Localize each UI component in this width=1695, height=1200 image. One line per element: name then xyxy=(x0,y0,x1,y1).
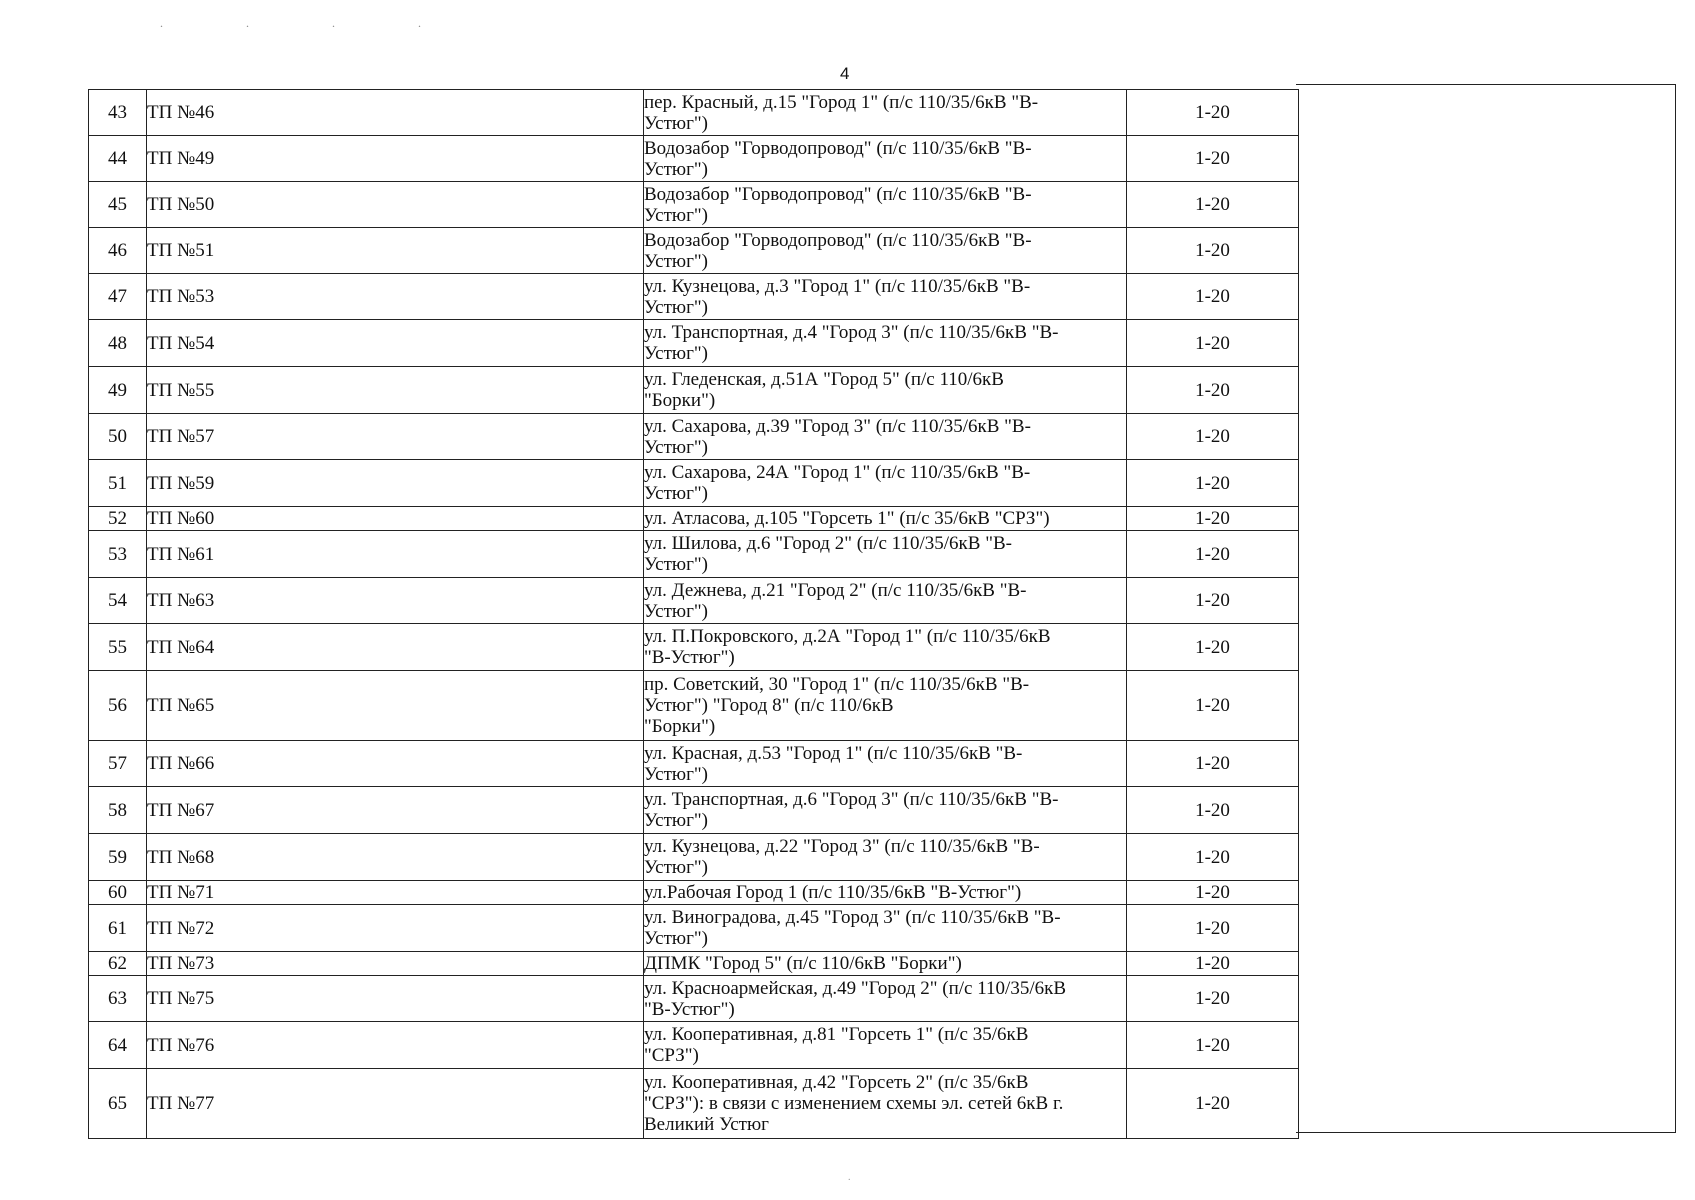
substation-address: ул. Виноградова, д.45 "Город 3" (п/с 110/35/6кВ "В- Устюг") xyxy=(644,905,1127,952)
row-number: 64 xyxy=(89,1022,147,1069)
range-value: 1-20 xyxy=(1127,531,1299,578)
row-number: 58 xyxy=(89,787,147,834)
table-row xyxy=(89,787,1299,834)
table-row xyxy=(89,90,1299,136)
substation-name: ТП №66 xyxy=(147,741,644,787)
range-value: 1-20 xyxy=(1127,320,1299,367)
table-row xyxy=(89,320,1299,367)
row-number: 44 xyxy=(89,136,147,182)
range-value: 1-20 xyxy=(1127,136,1299,182)
substation-address: Водозабор "Горводопровод" (п/с 110/35/6кВ "В- Устюг") xyxy=(644,228,1127,274)
substation-address: ул. Кооперативная, д.42 "Горсеть 2" (п/с 35/6кВ "СРЗ"): в связи с изменением схемы эл. сетей 6кВ г. Великий Устюг xyxy=(644,1069,1127,1139)
scan-speckle-bottom: . xyxy=(848,1172,851,1183)
row-number: 65 xyxy=(89,1069,147,1139)
range-value: 1-20 xyxy=(1127,182,1299,228)
page-number: 4 xyxy=(840,64,850,83)
substation-address: пр. Советский, 30 "Город 1" (п/с 110/35/6кВ "В- Устюг") "Город 8" (п/с 110/6кВ "Борки") xyxy=(644,671,1127,741)
range-value: 1-20 xyxy=(1127,460,1299,507)
substation-name: ТП №50 xyxy=(147,182,644,228)
row-number: 45 xyxy=(89,182,147,228)
substation-address: ул. Красноармейская, д.49 "Город 2" (п/с 110/35/6кВ "В-Устюг") xyxy=(644,976,1127,1022)
row-number: 52 xyxy=(89,507,147,531)
substation-name: ТП №77 xyxy=(147,1069,644,1139)
substation-name: ТП №67 xyxy=(147,787,644,834)
row-number: 48 xyxy=(89,320,147,367)
substation-address: ул.Рабочая Город 1 (п/с 110/35/6кВ "В-Устюг") xyxy=(644,881,1127,905)
substation-address: ул. Сахарова, д.39 "Город 3" (п/с 110/35/6кВ "В- Устюг") xyxy=(644,414,1127,460)
substation-address: ДПМК "Город 5" (п/с 110/6кВ "Борки") xyxy=(644,952,1127,976)
range-value: 1-20 xyxy=(1127,976,1299,1022)
substation-name: ТП №76 xyxy=(147,1022,644,1069)
substation-address: ул. П.Покровского, д.2А "Город 1" (п/с 110/35/6кВ "В-Устюг") xyxy=(644,624,1127,671)
scan-speckles: . . . . xyxy=(160,16,461,30)
range-value: 1-20 xyxy=(1127,367,1299,414)
substation-name: ТП №60 xyxy=(147,507,644,531)
table-row xyxy=(89,367,1299,414)
row-number: 46 xyxy=(89,228,147,274)
table-row xyxy=(89,952,1299,976)
table-row xyxy=(89,460,1299,507)
substation-table xyxy=(88,89,1299,1139)
range-value: 1-20 xyxy=(1127,905,1299,952)
substation-address: ул. Сахарова, 24А "Город 1" (п/с 110/35/6кВ "В- Устюг") xyxy=(644,460,1127,507)
range-value: 1-20 xyxy=(1127,834,1299,881)
row-number: 57 xyxy=(89,741,147,787)
substation-name: ТП №64 xyxy=(147,624,644,671)
row-number: 61 xyxy=(89,905,147,952)
table-row xyxy=(89,531,1299,578)
range-value: 1-20 xyxy=(1127,787,1299,834)
substation-address: ул. Кузнецова, д.3 "Город 1" (п/с 110/35/6кВ "В- Устюг") xyxy=(644,274,1127,320)
row-number: 59 xyxy=(89,834,147,881)
substation-address: ул. Красная, д.53 "Город 1" (п/с 110/35/6кВ "В- Устюг") xyxy=(644,741,1127,787)
row-number: 51 xyxy=(89,460,147,507)
substation-name: ТП №59 xyxy=(147,460,644,507)
range-value: 1-20 xyxy=(1127,881,1299,905)
substation-address: ул. Транспортная, д.4 "Город 3" (п/с 110/35/6кВ "В- Устюг") xyxy=(644,320,1127,367)
row-number: 54 xyxy=(89,578,147,624)
range-value: 1-20 xyxy=(1127,952,1299,976)
range-value: 1-20 xyxy=(1127,228,1299,274)
substation-name: ТП №49 xyxy=(147,136,644,182)
substation-name: ТП №73 xyxy=(147,952,644,976)
substation-name: ТП №72 xyxy=(147,905,644,952)
row-number: 43 xyxy=(89,90,147,136)
row-number: 60 xyxy=(89,881,147,905)
substation-name: ТП №61 xyxy=(147,531,644,578)
substation-name: ТП №65 xyxy=(147,671,644,741)
table-row xyxy=(89,976,1299,1022)
range-value: 1-20 xyxy=(1127,90,1299,136)
substation-address: ул. Кооперативная, д.81 "Горсеть 1" (п/с 35/6кВ "СРЗ") xyxy=(644,1022,1127,1069)
table-row xyxy=(89,578,1299,624)
substation-name: ТП №46 xyxy=(147,90,644,136)
table-row xyxy=(89,182,1299,228)
table-row xyxy=(89,834,1299,881)
substation-name: ТП №55 xyxy=(147,367,644,414)
table-row xyxy=(89,1069,1299,1139)
substation-address: ул. Транспортная, д.6 "Город 3" (п/с 110/35/6кВ "В- Устюг") xyxy=(644,787,1127,834)
substation-address: пер. Красный, д.15 "Город 1" (п/с 110/35/6кВ "В- Устюг") xyxy=(644,90,1127,136)
row-number: 56 xyxy=(89,671,147,741)
row-number: 47 xyxy=(89,274,147,320)
substation-name: ТП №63 xyxy=(147,578,644,624)
range-value: 1-20 xyxy=(1127,578,1299,624)
table-row xyxy=(89,414,1299,460)
substation-address: ул. Гледенская, д.51А "Город 5" (п/с 110/6кВ "Борки") xyxy=(644,367,1127,414)
table-row xyxy=(89,274,1299,320)
substation-name: ТП №57 xyxy=(147,414,644,460)
table-row xyxy=(89,1022,1299,1069)
row-number: 55 xyxy=(89,624,147,671)
row-number: 53 xyxy=(89,531,147,578)
table-row xyxy=(89,881,1299,905)
substation-address: Водозабор "Горводопровод" (п/с 110/35/6кВ "В- Устюг") xyxy=(644,182,1127,228)
substation-address: ул. Атласова, д.105 "Горсеть 1" (п/с 35/6кВ "СРЗ") xyxy=(644,507,1127,531)
table-row xyxy=(89,624,1299,671)
range-value: 1-20 xyxy=(1127,414,1299,460)
table-row xyxy=(89,671,1299,741)
table-row xyxy=(89,136,1299,182)
table-row xyxy=(89,228,1299,274)
substation-name: ТП №68 xyxy=(147,834,644,881)
substation-address: ул. Дежнева, д.21 "Город 2" (п/с 110/35/6кВ "В- Устюг") xyxy=(644,578,1127,624)
row-number: 62 xyxy=(89,952,147,976)
right-frame xyxy=(1296,84,1676,1133)
range-value: 1-20 xyxy=(1127,671,1299,741)
substation-address: Водозабор "Горводопровод" (п/с 110/35/6кВ "В- Устюг") xyxy=(644,136,1127,182)
range-value: 1-20 xyxy=(1127,1022,1299,1069)
substation-name: ТП №51 xyxy=(147,228,644,274)
row-number: 50 xyxy=(89,414,147,460)
substation-address: ул. Кузнецова, д.22 "Город 3" (п/с 110/35/6кВ "В- Устюг") xyxy=(644,834,1127,881)
range-value: 1-20 xyxy=(1127,274,1299,320)
substation-name: ТП №54 xyxy=(147,320,644,367)
row-number: 63 xyxy=(89,976,147,1022)
table-row xyxy=(89,905,1299,952)
range-value: 1-20 xyxy=(1127,624,1299,671)
range-value: 1-20 xyxy=(1127,741,1299,787)
substation-name: ТП №71 xyxy=(147,881,644,905)
row-number: 49 xyxy=(89,367,147,414)
range-value: 1-20 xyxy=(1127,507,1299,531)
range-value: 1-20 xyxy=(1127,1069,1299,1139)
table-row xyxy=(89,507,1299,531)
substation-address: ул. Шилова, д.6 "Город 2" (п/с 110/35/6кВ "В- Устюг") xyxy=(644,531,1127,578)
substation-name: ТП №75 xyxy=(147,976,644,1022)
table-row xyxy=(89,741,1299,787)
substation-name: ТП №53 xyxy=(147,274,644,320)
